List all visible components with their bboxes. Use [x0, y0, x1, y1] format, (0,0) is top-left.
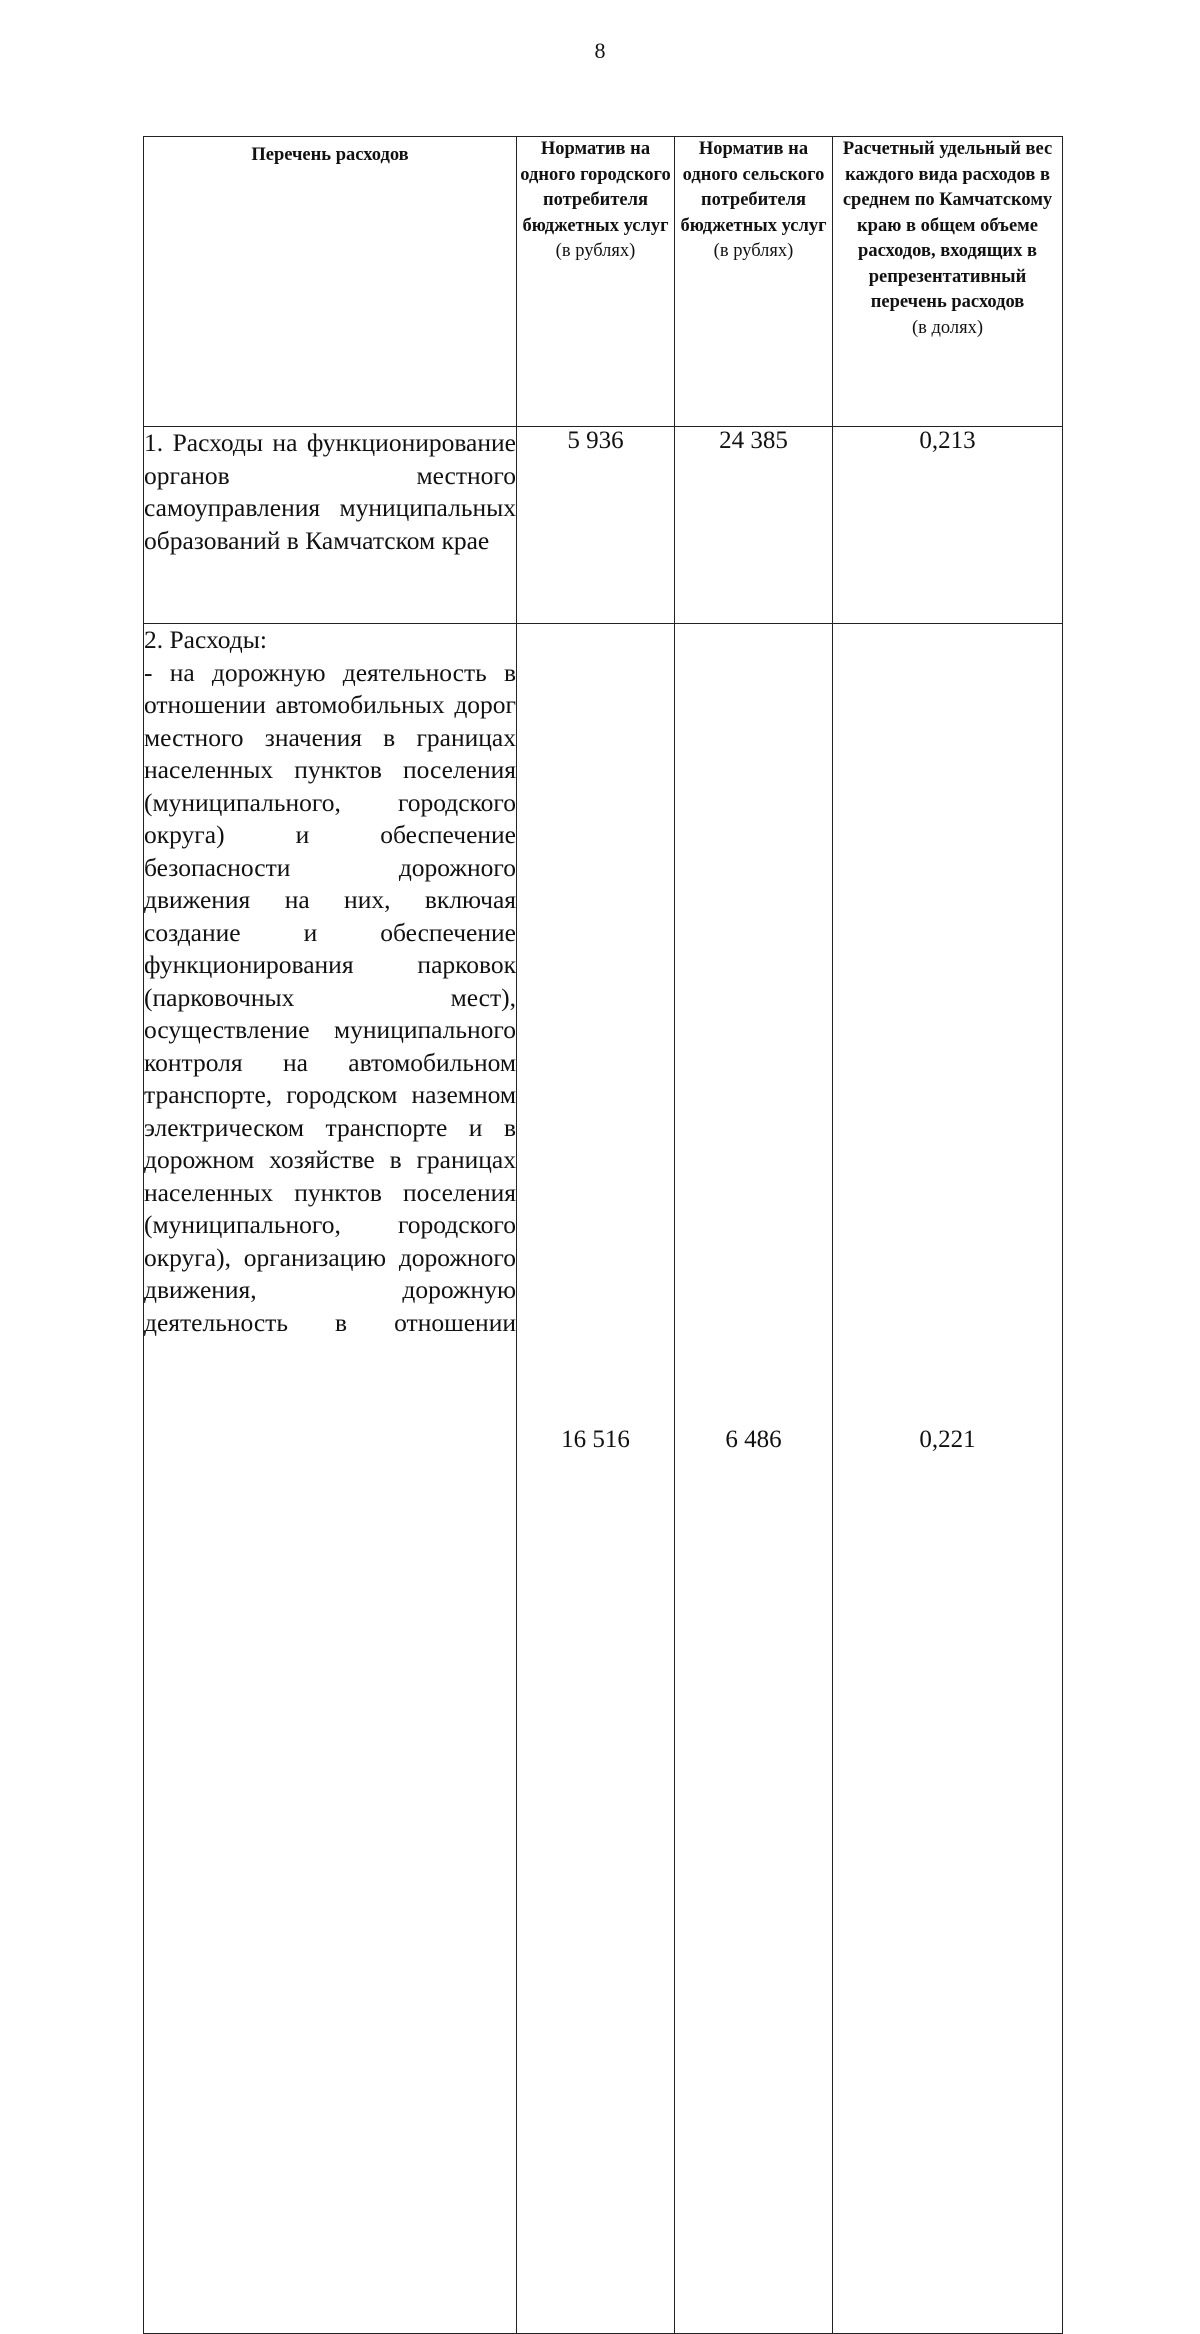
header-share-weight-label: Расчетный удельный вес каждого вида расходов в среднем по Камчатскому краю в общем объеме расходов, входящих в репрезентативный перечень расходов: [842, 139, 1053, 312]
table-header-row: [144, 137, 1063, 427]
header-rural-norm: [675, 137, 833, 427]
header-urban-norm: [517, 137, 675, 427]
expense-name: 1. Расходы на функционирование органов местного самоуправления муниципальных образований в Камчатском крае: [144, 428, 516, 555]
header-expense-list: [144, 137, 517, 427]
header-rural-norm-label: Норматив на одного сельского потребителя бюджетных услуг: [680, 139, 827, 236]
expenses-table: [143, 136, 1063, 2334]
table-row: [144, 624, 1063, 2334]
page-number: 8: [594, 38, 606, 63]
table-row: [144, 427, 1063, 624]
share-weight-value: 0,213: [833, 427, 1063, 624]
header-expense-list-label: Перечень расходов: [251, 145, 409, 165]
header-share-weight: [833, 137, 1063, 427]
expense-name: - на дорожную деятельность в отношении автомобильных дорог местного значения в границах населенных пунктов поселения (муниципального, городского округа) и обеспечение безопасности дорожного движения на них, включая создание и обеспечение функционирования парковок (парковочных мест), осуществление муниципального контроля на автомобильном транспорте, городском наземном электрическом транспорте и в дорожном хозяйстве в границах населенных пунктов поселения (муниципального, городского округа), организацию дорожного движения, дорожную деятельность в отношении: [144, 657, 516, 1337]
header-rural-norm-unit: (в рублях): [713, 241, 794, 261]
share-weight-value: 0,221: [833, 624, 1063, 2334]
expense-name-cell: [144, 427, 517, 624]
rural-norm-value: 24 385: [675, 427, 833, 624]
header-urban-norm-unit: (в рублях): [555, 241, 636, 261]
urban-norm-value: 16 516: [517, 624, 675, 2334]
expense-name-cell: [144, 624, 517, 2334]
rural-norm-value: 6 486: [675, 624, 833, 2334]
urban-norm-value: 5 936: [517, 427, 675, 624]
header-share-weight-unit: (в долях): [911, 317, 984, 338]
header-urban-norm-label: Норматив на одного городского потребителя бюджетных услуг: [520, 139, 671, 236]
expense-title: 2. Расходы:: [144, 625, 267, 654]
